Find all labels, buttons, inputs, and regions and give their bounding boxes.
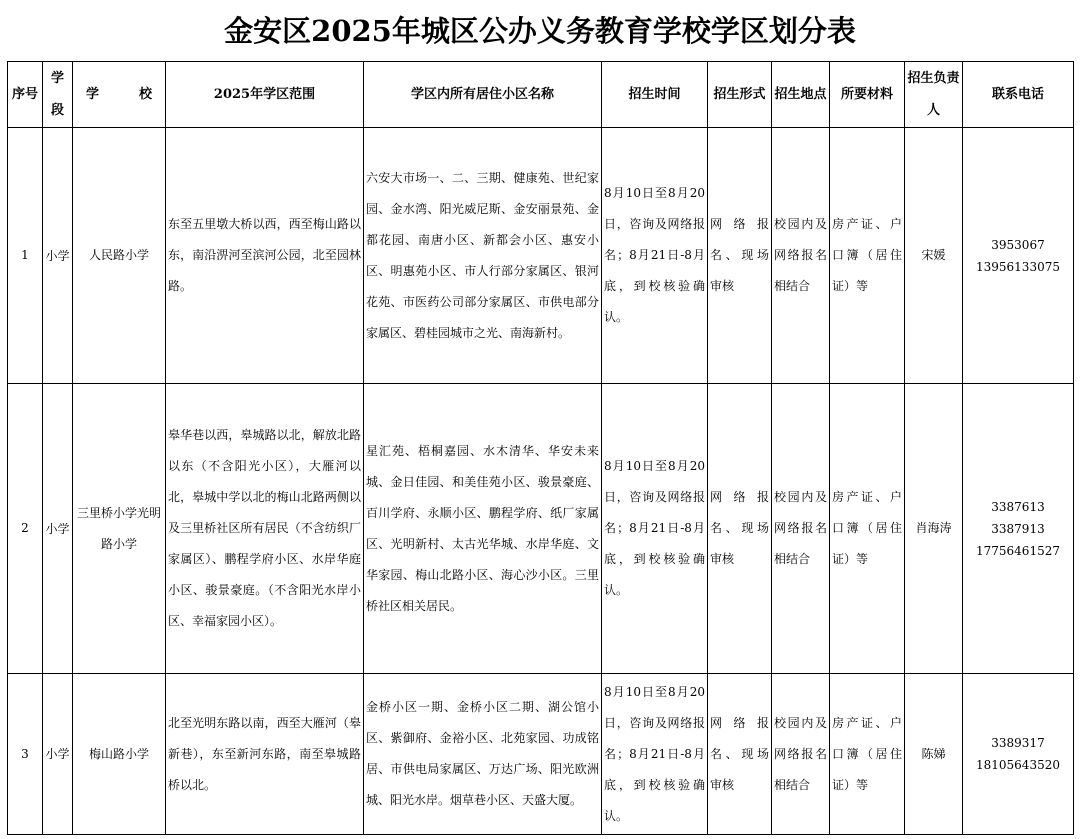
row-range: 北至光明东路以南，西至大雁河（皋新巷），东至新河东路，南至皋城路桥以北。 (166, 674, 364, 835)
phone-number: 18105643520 (976, 758, 1060, 772)
row-time: 8月10日至8月20日，咨询及网络报名；8月21日-8月底，到校核验确认。 (602, 674, 708, 835)
row-stage: 小学 (43, 128, 73, 384)
phone-number: 3387913 (991, 521, 1045, 536)
school-district-table (7, 61, 1074, 835)
table-row (8, 128, 1074, 384)
row-communities: 金桥小区一期、金桥小区二期、湖公馆小区、紫御府、金裕小区、北苑家园、功成铭居、市供电局家属区、万达广场、阳光欧洲城、阳光水岸。烟草巷小区、天盛大厦。 (364, 674, 602, 835)
row-materials: 房产证、户口簿（居住证）等 (830, 674, 905, 835)
row-materials: 房产证、户口簿（居住证）等 (830, 384, 905, 674)
row-person: 陈娣 (905, 674, 963, 835)
row-seq: 3 (8, 674, 43, 835)
document-title: 金安区2025年城区公办义务教育学校学区划分表 (224, 14, 856, 48)
header-school (73, 62, 166, 128)
header-seq: 序号 (8, 62, 43, 128)
phone-number: 3953067 (991, 237, 1045, 252)
phone-number: 13956133075 (976, 259, 1060, 274)
header-place: 招生地点 (772, 62, 830, 128)
phone-number: 17756461527 (976, 543, 1060, 558)
row-place: 校园内及网络报名相结合 (772, 128, 830, 384)
header-form: 招生形式 (708, 62, 772, 128)
header-materials: 所要材料 (830, 62, 905, 128)
table-row (8, 384, 1074, 674)
row-phones (963, 128, 1074, 384)
row-place: 校园内及网络报名相结合 (772, 674, 830, 835)
header-phone: 联系电话 (963, 62, 1074, 128)
row-communities: 星汇苑、梧桐嘉园、水木清华、华安未来城、金日佳园、和美佳苑小区、骏景豪庭、百川学府、永顺小区、鹏程学府、纸厂家属区、光明新村、太古光华城、水岸华庭、文华家园、梅山北路小区、海心沙小区。三里桥社区相关居民。 (364, 384, 602, 674)
row-school: 梅山路小学 (73, 674, 166, 835)
row-form: 网络报名、现场审核 (708, 674, 772, 835)
row-form: 网络报名、现场审核 (708, 128, 772, 384)
row-place: 校园内及网络报名相结合 (772, 384, 830, 674)
row-person: 肖海涛 (905, 384, 963, 674)
phone-number: 3387613 (991, 499, 1045, 514)
row-stage: 小学 (43, 384, 73, 674)
row-time: 8月10日至8月20日，咨询及网络报名；8月21日-8月底，到校核验确认。 (602, 384, 708, 674)
row-phones (963, 384, 1074, 674)
row-range: 东至五里墩大桥以西，西至梅山路以东，南沿淠河至滨河公园，北至园林路。 (166, 128, 364, 384)
header-communities: 学区内所有居住小区名称 (364, 62, 602, 128)
header-time: 招生时间 (602, 62, 708, 128)
phone-number: 3389317 (991, 736, 1045, 750)
header-stage: 学段 (43, 62, 73, 128)
row-school: 三里桥小学光明路小学 (73, 384, 166, 674)
header-row (8, 62, 1074, 128)
row-person: 宋媛 (905, 128, 963, 384)
row-school: 人民路小学 (73, 128, 166, 384)
header-person: 招生负责人 (905, 62, 963, 128)
table-row (8, 674, 1074, 835)
row-materials: 房产证、户口簿（居住证）等 (830, 128, 905, 384)
row-communities: 六安大市场一、二、三期、健康苑、世纪家园、金水湾、阳光威尼斯、金安丽景苑、金都花园、南唐小区、新都会小区、惠安小区、明惠苑小区、市人行部分家属区、银河花苑、市医药公司部分家属区、市供电部分家属区、碧桂园城市之光、南海新村。 (364, 128, 602, 384)
header-school-char-1: 学 (85, 86, 99, 102)
row-time: 8月10日至8月20日，咨询及网络报名；8月21日-8月底，到校核验确认。 (602, 128, 708, 384)
row-seq: 1 (8, 128, 43, 384)
row-form: 网络报名、现场审核 (708, 384, 772, 674)
row-stage: 小学 (43, 674, 73, 835)
row-seq: 2 (8, 384, 43, 674)
row-range: 皋华巷以西，皋城路以北，解放北路以东（不含阳光小区），大雁河以北，皋城中学以北的梅山北路两侧以及三里桥社区所有居民（不含纺织厂家属区）、鹏程学府小区、水岸华庭小区、骏景豪庭。（不含阳光水岸小区、幸福家园小区）。 (166, 384, 364, 674)
header-school-char-2: 校 (139, 86, 153, 102)
row-phones (963, 674, 1074, 835)
header-range: 2025年学区范围 (166, 62, 364, 128)
